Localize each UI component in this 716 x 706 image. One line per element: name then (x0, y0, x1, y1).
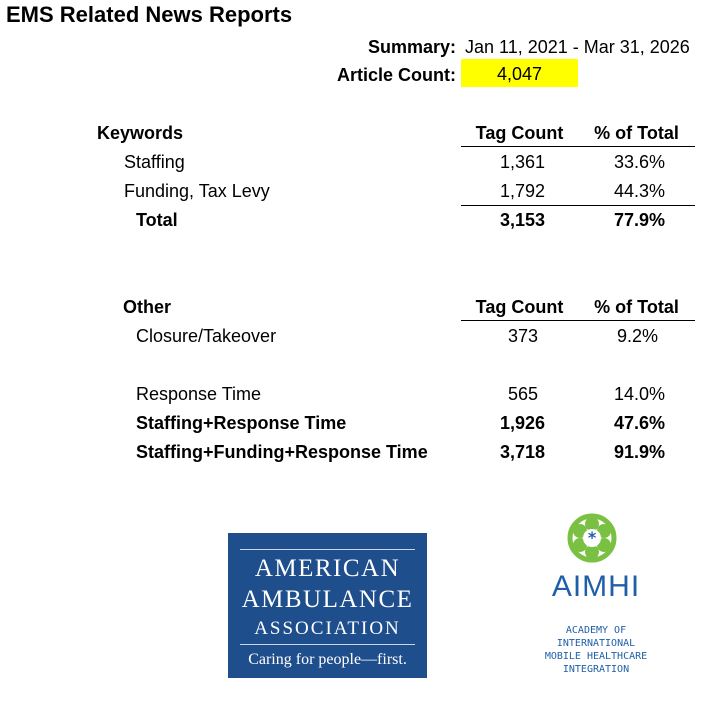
article-count-value: 4,047 (461, 59, 578, 87)
page-title: EMS Related News Reports (6, 2, 293, 27)
keyword-row-label: Staffing (124, 152, 185, 172)
other-row-label: Response Time (136, 384, 262, 404)
other-row-pct: 91.9% (613, 442, 665, 462)
other-row-count: 565 (507, 384, 538, 404)
keywords-total-rule (461, 205, 695, 206)
keywords-col-pct: % of Total (594, 123, 679, 143)
keyword-row-count: 1,792 (499, 181, 545, 201)
svg-text:*: * (587, 528, 597, 547)
logo-rule (240, 549, 415, 550)
keyword-row-label: Funding, Tax Levy (124, 181, 270, 201)
other-row-pct: 14.0% (613, 384, 665, 404)
keyword-row-count: 1,361 (499, 152, 545, 172)
other-heading: Other (123, 297, 172, 317)
other-col-tag-count: Tag Count (475, 297, 564, 317)
american-ambulance-association-logo (228, 533, 427, 678)
logo-rule (240, 644, 415, 645)
other-header-rule (461, 320, 695, 321)
keywords-total-label: Total (136, 210, 178, 230)
other-row-label: Staffing+Response Time (136, 413, 347, 433)
keyword-row-pct: 33.6% (613, 152, 665, 172)
other-row-label: Closure/Takeover (136, 326, 277, 346)
keywords-heading: Keywords (97, 123, 184, 143)
article-count-label: Article Count: (337, 65, 456, 85)
aimhi-subtitle-line: ACADEMY OF (565, 625, 627, 636)
other-row-count: 373 (507, 326, 538, 346)
summary-label: Summary: (367, 37, 456, 57)
other-row-count: 3,718 (499, 442, 545, 462)
other-row-pct: 47.6% (613, 413, 665, 433)
keywords-col-tag-count: Tag Count (475, 123, 564, 143)
summary-range: Jan 11, 2021 - Mar 31, 2026 (465, 37, 690, 57)
keywords-header-rule (461, 146, 695, 147)
logo-line: AMERICAN (254, 555, 401, 582)
aimhi-flower-icon (566, 512, 618, 564)
other-col-pct: % of Total (594, 297, 679, 317)
aimhi-subtitle (536, 624, 656, 676)
logo-line: AMBULANCE (241, 586, 414, 613)
keywords-total-count: 3,153 (499, 210, 545, 230)
logo-line: ASSOCIATION (254, 618, 401, 639)
aimhi-wordmark: AIMHI (551, 570, 641, 603)
other-row-count: 1,926 (499, 413, 545, 433)
keywords-total-pct: 77.9% (613, 210, 665, 230)
aimhi-subtitle-line: MOBILE HEALTHCARE (544, 651, 648, 662)
aimhi-subtitle-line: INTEGRATION (562, 664, 630, 675)
other-row-label: Staffing+Funding+Response Time (136, 442, 428, 462)
keyword-row-pct: 44.3% (613, 181, 665, 201)
other-row-pct: 9.2% (616, 326, 658, 346)
aimhi-subtitle-line: INTERNATIONAL (556, 638, 636, 649)
logo-tagline: Caring for people—first. (248, 651, 407, 668)
